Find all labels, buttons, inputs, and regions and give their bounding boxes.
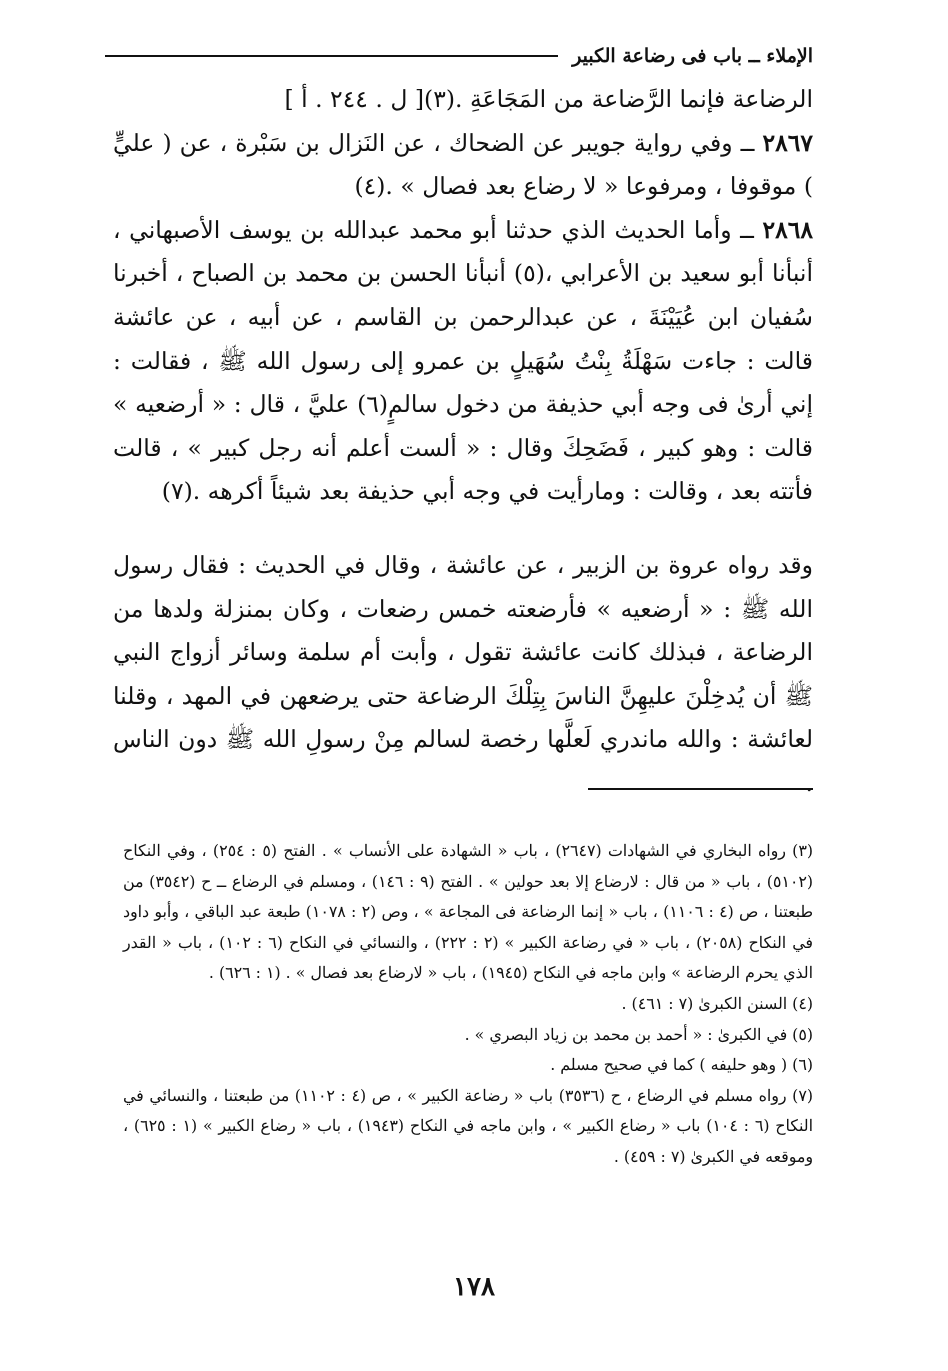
paragraph-urwa — [113, 544, 813, 806]
footnote-4: (٤) السنن الكبرىٰ (٧ : ٤٦١) . — [621, 993, 813, 1013]
main-text — [113, 78, 813, 806]
footnote-5: (٥) في الكبرىٰ : « أحمد بن محمد بن زياد البصري » . — [464, 1024, 813, 1044]
hadith-number: ٢٨٦٧ — [762, 128, 813, 157]
footnote-6: (٦) ( وهو حليفه ) كما في صحيح مسلم . — [550, 1055, 813, 1075]
footnotes — [123, 836, 813, 1173]
hadith-2868 — [113, 209, 813, 514]
footnote-7: (٧) رواه مسلم في الرضاع ، ح (٣٥٣٦) باب « رضاعة الكبير » ، ص (٤ : ١١٠٢) من طبعتنا ، والنسائي في النكاح (٦ : ١٠٤) باب « رضاع الكبير » ، وابن ماجه في النكاح (١٩٤٣) ، باب « رضاع الكبير » (١ : ٦٢٥) ، وموقعه في الكبرىٰ (٧ : ٤٥٩) . — [123, 1085, 813, 1166]
paragraph-continuation — [113, 78, 813, 122]
paragraph-text: الرضاعة فإنما الرَّضاعة من المَجَاعَةِ .(٣)[ ل . ٢٤٤ . أ ] — [284, 85, 813, 113]
footnote-3: (٣) رواه البخاري في الشهادات (٢٦٤٧) ، باب « الشهادة على الأنساب » . الفتح (٥ : ٢٥٤) ، وفي النكاح (٥١٠٢) ، باب « من قال : لارضاع إلا بعد حولين » . الفتح (٩ : ١٤٦) ، ومسلم في الرضاع ــ ح (٣٥٤٢) من طبعتنا ، ص (٤ : ١١٠٦) ، باب « إنما الرضاعة فى المجاعة » ، وص (٢ : ١٠٧٨) طبعة عبد الباقي ، وأبو داود في النكاح (٢٠٥٨) ، باب « في رضاعة الكبير » (٢ : ٢٢٢) ، والنسائي في النكاح (٦ : ١٠٢) ، باب « القدر الذي يحرم الرضاعة » وابن ماجه في النكاح (١٩٤٥) ، باب « لارضاع بعد فصال » . (١ : ٦٢٦) . — [123, 841, 814, 983]
hadith-2867 — [113, 122, 813, 209]
running-header — [105, 40, 813, 72]
paragraph-text: وقد رواه عروة بن الزبير ، عن عائشة ، وقال في الحديث : فقال رسول الله ﷺ : « أرضعيه » فأرضعته خمس رضعات ، وكان بمنزلة ولدها من الرضاعة ، فبذلك كانت عائشة تقول ، وأبت أم سلمة وسائر أزواج النبي ﷺ أن يُدخِلْنَ عليهِنَّ الناسَ بِتِلْكَ الرضاعة حتى يرضعهن في المهد ، وقلنا لعائشة : والله ماندري لَعلَّها رخصة لسالم مِنْ رسولِ الله ﷺ دون الناس . — [113, 550, 813, 797]
paragraph-text: ــ وأما الحديث الذي حدثنا أبو محمد عبدالله بن يوسف الأصبهاني ، أنبأنا أبو سعيد بن الأعرابي ،(٥) أنبأنا الحسن بن محمد بن الصباح ، أخبرنا سُفيان ابن عُيَيْنَةَ ، عن عبدالرحمن بن القاسم ، عن أبيه ، عن عائشة قالت : جاءت سَهْلَةُ بِنْتُ سُهَيلٍ بن عمرو إلى رسول الله ﷺ ، فقالت : إني أرىٰ فى وجه أبي حذيفة من دخول سالمٍ(٦) عليَّ ، قال : « أرضعيه » قالت : وهو كبير ، فَضَحِكَ وقال : « ألست أعلم أنه رجل كبير » ، قالت فأتته بعد ، وقالت : ومارأيت في وجه أبي حذيفة بعد شيئاً أكرهه .(٧) — [113, 215, 814, 506]
running-title: الإملاء ــ باب فى رضاعة الكبير — [572, 45, 813, 67]
footnote-separator — [588, 788, 813, 790]
hadith-number: ٢٨٦٨ — [762, 215, 813, 244]
header-rule — [105, 55, 558, 57]
paragraph-text: ــ وفي رواية جويبر عن الضحاك ، عن النَزال بن سَبْرة ، عن ( عليٍّ ) موقوفا ، ومرفوعا « لا رضاع بعد فصال » .(٤) — [113, 128, 813, 201]
page-number: ١٧٨ — [453, 1272, 495, 1302]
